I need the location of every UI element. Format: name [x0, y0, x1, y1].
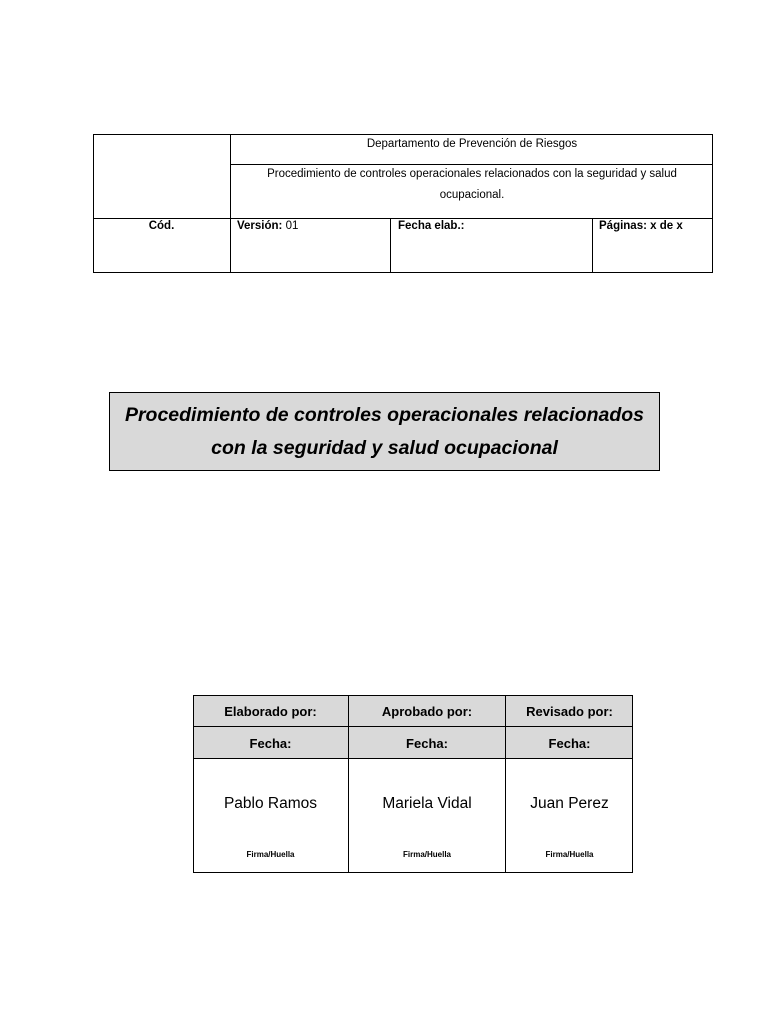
approved-by-name: Mariela Vidal: [382, 795, 472, 812]
reviewed-date-label: Fecha:: [548, 736, 591, 751]
document-title: [115, 399, 655, 465]
approved-date-label: Fecha:: [406, 736, 448, 751]
approval-table: [193, 695, 633, 873]
procedure-name-line1: Procedimiento de controles operacionales relacionados con la seguridad y salud: [267, 168, 677, 180]
procedure-name-line2: ocupacional.: [439, 189, 505, 201]
header-divider: [390, 218, 391, 273]
code-label: Cód.: [148, 220, 175, 232]
elaboration-date-label: Fecha elab.:: [398, 220, 465, 232]
version-field: [237, 220, 298, 232]
approved-by-header: Aprobado por:: [381, 704, 473, 719]
prepared-date-label: Fecha:: [249, 736, 292, 751]
document-title-box: [109, 392, 660, 471]
document-header-table: [93, 134, 713, 273]
approval-divider: [348, 695, 349, 873]
approved-signature-label: Firma/Huella: [402, 850, 451, 859]
pages-label: Páginas: x de x: [599, 220, 683, 232]
approval-table-frame: [193, 695, 633, 873]
prepared-signature-label: Firma/Huella: [246, 850, 295, 859]
reviewed-by-header: Revisado por:: [526, 704, 613, 719]
prepared-by-header: Elaborado por:: [224, 704, 317, 719]
prepared-by-name: Pablo Ramos: [223, 795, 318, 812]
header-divider: [93, 218, 713, 219]
department-name: Departamento de Prevención de Riesgos: [366, 138, 578, 150]
version-value: 01: [285, 220, 299, 232]
approval-divider: [193, 726, 633, 727]
approval-divider: [505, 695, 506, 873]
reviewed-signature-label: Firma/Huella: [545, 850, 594, 859]
approval-divider: [193, 758, 633, 759]
reviewed-by-name: Juan Perez: [530, 795, 609, 812]
version-label: Versión:: [237, 220, 283, 232]
header-divider: [592, 218, 593, 273]
document-title-line2: con la seguridad y salud ocupacional: [211, 436, 558, 459]
document-title-line1: Procedimiento de controles operacionales relacionados: [124, 403, 645, 426]
